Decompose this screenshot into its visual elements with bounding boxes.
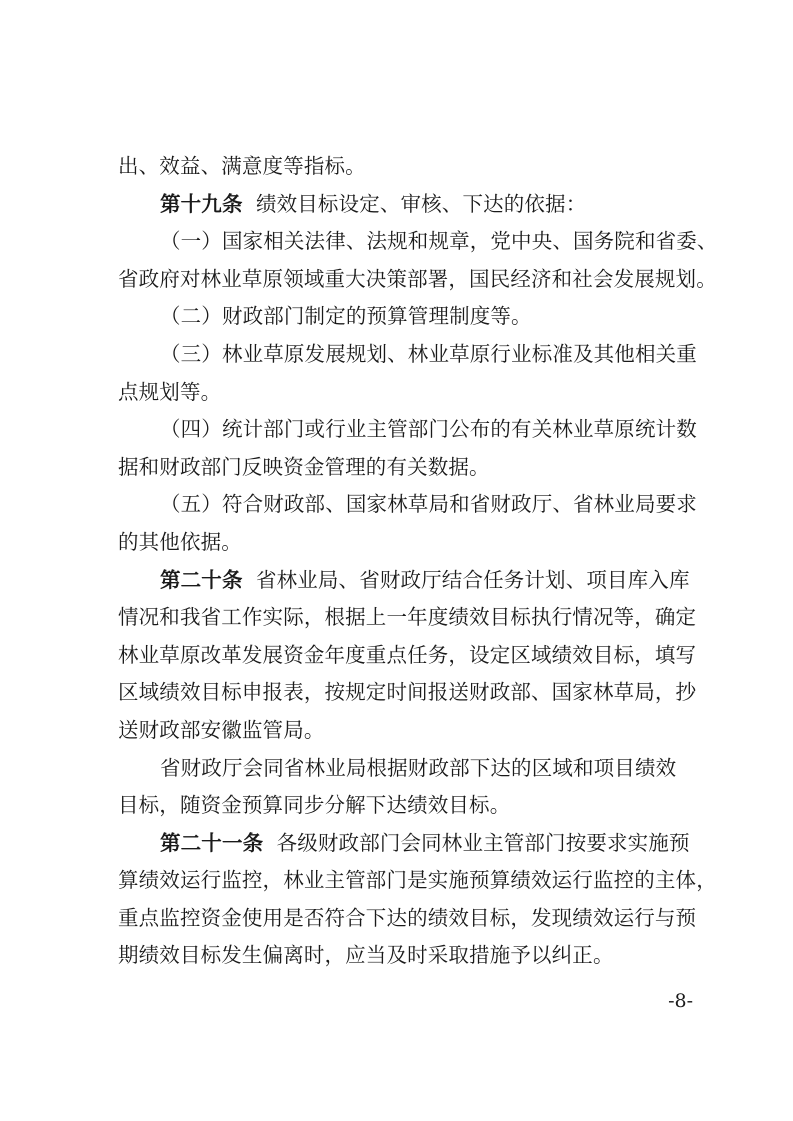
- text-line: 算绩效运行监控，林业主管部门是实施预算绩效运行监控的主体，: [118, 868, 717, 893]
- article-heading: 第二十条: [160, 567, 243, 592]
- text-line: （二）财政部门制定的预算管理制度等。: [160, 304, 532, 329]
- text-line: 据和财政部门反映资金管理的有关数据。: [118, 454, 490, 479]
- text-line: （四）统计部门或行业主管部门公布的有关林业草原统计数: [160, 417, 697, 442]
- text-line: 区域绩效目标申报表，按规定时间报送财政部、国家林草局，抄: [118, 680, 697, 705]
- article-21-line: 第二十一条 各级财政部门会同林业主管部门按要求实施预: [160, 830, 690, 855]
- article-heading: 第二十一条: [160, 830, 264, 855]
- text-line: 情况和我省工作实际，根据上一年度绩效目标执行情况等，确定: [118, 605, 697, 630]
- text-line: 省政府对林业草原领域重大决策部署，国民经济和社会发展规划。: [118, 266, 717, 291]
- text-line: 林业草原改革发展资金年度重点任务，设定区域绩效目标，填写: [118, 642, 697, 667]
- text-line: 重点监控资金使用是否符合下达的绩效目标，发现绩效运行与预: [118, 905, 697, 930]
- text-line: （一）国家相关法律、法规和规章，党中央、国务院和省委、: [160, 229, 718, 254]
- article-heading: 第十九条: [160, 191, 243, 216]
- article-19-line: 第十九条 绩效目标设定、审核、下达的依据：: [160, 191, 587, 216]
- text-line: 送财政部安徽监管局。: [118, 717, 325, 742]
- text-line: 期绩效目标发生偏离时，应当及时采取措施予以纠正。: [118, 943, 614, 968]
- text-line: 目标，随资金预算同步分解下达绩效目标。: [118, 793, 511, 818]
- article-20-line: 第二十条 省林业局、省财政厅结合任务计划、项目库入库: [160, 567, 690, 592]
- text-line: 点规划等。: [118, 379, 222, 404]
- document-body: [118, 148, 718, 975]
- text-line: 出、效益、满意度等指标。: [118, 154, 366, 178]
- page-number: -8-: [668, 990, 693, 1012]
- text-line: 的其他依据。: [118, 529, 242, 554]
- text-line: 省财政厅会同省林业局根据财政部下达的区域和项目绩效: [160, 755, 677, 780]
- text-line: （五）符合财政部、国家林草局和省财政厅、省林业局要求: [160, 492, 697, 517]
- text-line: （三）林业草原发展规划、林业草原行业标准及其他相关重: [160, 341, 697, 366]
